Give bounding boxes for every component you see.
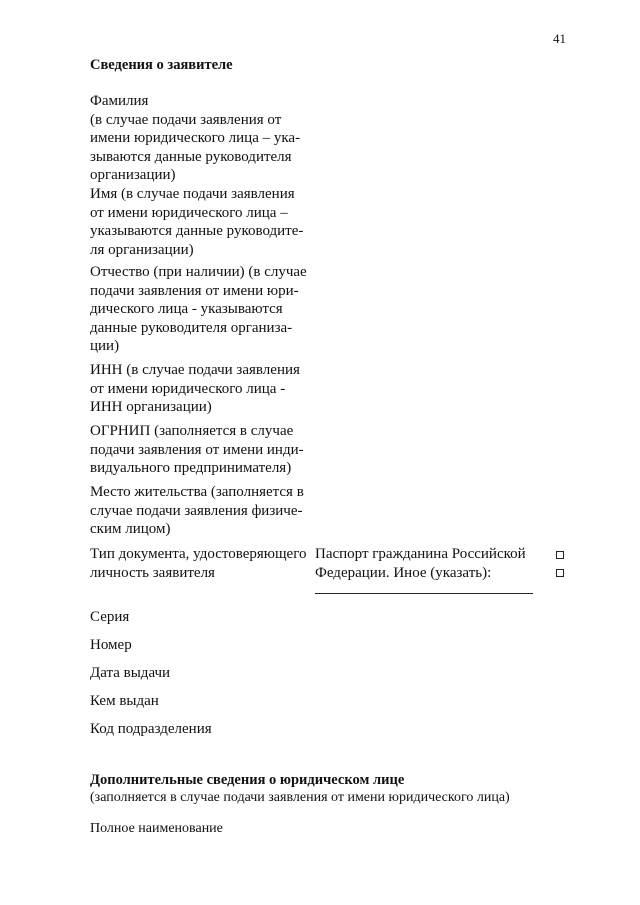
option-passport[interactable]: Паспорт гражданина Российской bbox=[315, 546, 526, 562]
field-line: имени юридического лица – ука- bbox=[90, 130, 301, 146]
field-issued-by: Кем выдан bbox=[90, 693, 159, 709]
field-residence bbox=[90, 483, 315, 539]
field-patronymic bbox=[90, 263, 315, 356]
field-full-name: Полное наименование bbox=[90, 821, 223, 836]
field-line: организации) bbox=[90, 167, 176, 183]
field-number: Номер bbox=[90, 637, 132, 653]
option-other[interactable]: Федерации. Иное (указать): bbox=[315, 564, 492, 581]
field-line: ля организации) bbox=[90, 241, 194, 258]
field-line: ИНН организации) bbox=[90, 399, 212, 415]
field-series: Серия bbox=[90, 609, 130, 625]
other-input-line[interactable] bbox=[315, 593, 533, 594]
field-division-code: Код подразделения bbox=[90, 721, 212, 737]
field-line: ции) bbox=[90, 338, 120, 354]
field-line: указываются данные руководите- bbox=[90, 223, 304, 239]
field-line: ИНН (в случае подачи заявления bbox=[90, 362, 300, 378]
field-line: данные руководителя организа- bbox=[90, 319, 293, 336]
field-surname bbox=[90, 92, 315, 185]
field-line: от имени юридического лица – bbox=[90, 204, 288, 221]
checkbox-passport[interactable] bbox=[556, 551, 564, 559]
page-number: 41 bbox=[553, 31, 566, 46]
field-line: Место жительства (заполняется в bbox=[90, 484, 304, 500]
field-line: зываются данные руководителя bbox=[90, 148, 292, 165]
checkbox-other[interactable] bbox=[556, 569, 564, 577]
section-title-applicant: Сведения о заявителе bbox=[90, 57, 233, 73]
field-line: случае подачи заявления физиче- bbox=[90, 502, 303, 519]
field-inn bbox=[90, 361, 315, 417]
field-line: от имени юридического лица - bbox=[90, 380, 286, 397]
section-subtitle-legal: (заполняется в случае подачи заявления от имени юридического лица) bbox=[90, 790, 510, 805]
field-line: Фамилия bbox=[90, 93, 149, 109]
field-ogrnip bbox=[90, 422, 315, 478]
field-line: ским лицом) bbox=[90, 521, 171, 537]
field-line: ОГРНИП (заполняется в случае bbox=[90, 423, 294, 439]
field-issue-date: Дата выдачи bbox=[90, 665, 171, 681]
field-document-type bbox=[90, 545, 315, 582]
field-line: подачи заявления от имени юри- bbox=[90, 282, 299, 299]
field-line: дического лица - указываются bbox=[90, 301, 283, 317]
document-type-options bbox=[315, 545, 537, 582]
field-line: видуального предпринимателя) bbox=[90, 460, 292, 476]
field-line: (в случае подачи заявления от bbox=[90, 111, 282, 128]
field-line: Имя (в случае подачи заявления bbox=[90, 186, 295, 202]
section-title-legal: Дополнительные сведения о юридическом лице bbox=[90, 772, 405, 788]
field-line: Отчество (при наличии) (в случае bbox=[90, 264, 307, 280]
field-name bbox=[90, 185, 315, 259]
field-line: личность заявителя bbox=[90, 564, 215, 581]
field-line: подачи заявления от имени инди- bbox=[90, 441, 304, 458]
field-line: Тип документа, удостоверяющего bbox=[90, 546, 307, 562]
